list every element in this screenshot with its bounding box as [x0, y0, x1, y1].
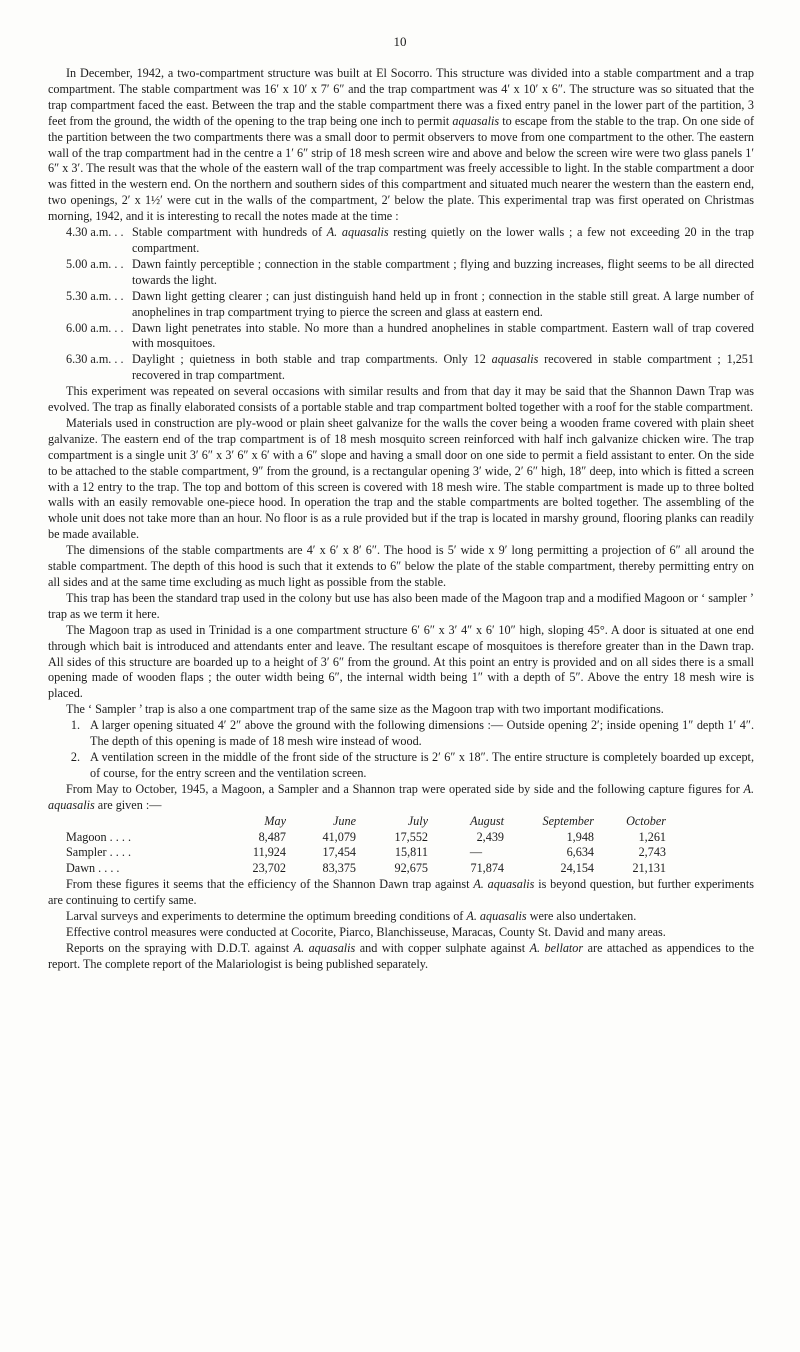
christmas-morning-notes	[48, 225, 754, 384]
note-time: 4.30 a.m. . .	[66, 225, 124, 240]
capture-figures-table	[66, 814, 666, 878]
list-item-text: A larger opening situated 4′ 2″ above the ground with the following dimensions :— Outside opening 2′; inside opening 1″ depth 1′ 4″. The depth of this opening is made of 18 mesh wire instead of wood.	[90, 718, 754, 749]
note-text: Dawn light penetrates into stable. No more than a hundred anophelines in stable compartment. Eastern wall of trap covered with mosquitoes.	[132, 320, 754, 351]
table-header: September	[542, 813, 594, 828]
list-item	[48, 750, 754, 782]
table-header-blank	[66, 814, 216, 830]
table-header: July	[407, 813, 428, 828]
list-item-number: 1.	[70, 718, 80, 733]
table-cell: 17,454	[322, 845, 356, 860]
table-cell: 11,924	[252, 845, 286, 860]
table-header: August	[470, 813, 504, 828]
table-cell: 6,634	[566, 845, 594, 860]
table-header-row	[66, 814, 666, 830]
sampler-modifications-list	[48, 718, 754, 782]
note-row	[48, 257, 754, 289]
table-header: June	[332, 813, 356, 828]
paragraph-efficiency: From these figures it seems that the efficiency of the Shannon Dawn trap against A. aquasalis is beyond question, but further experiments are continuing to certify same.	[48, 877, 754, 908]
list-item	[48, 718, 754, 750]
paragraph-capture-intro: From May to October, 1945, a Magoon, a Sampler and a Shannon trap were operated side by side and the following capture figures for A. aquasalis are given :—	[48, 781, 754, 812]
paragraph-standard-trap: This trap has been the standard trap used in the colony but use has also been made of the Magoon trap and a modified Magoon or ‘ sampler ’ trap as we term it here.	[48, 590, 754, 621]
note-time: 6.00 a.m. . .	[66, 320, 124, 335]
table-cell: —	[469, 845, 483, 860]
paragraph-control-measures: Effective control measures were conducted at Cocorite, Piarco, Blanchisseuse, Maracas, County St. David and many areas.	[66, 924, 666, 939]
note-text: Dawn light getting clearer ; can just distinguish hand held up in front ; connection in the stable still great. A large number of anophelines in trap compartment trying to pierce the screen and glass at eastern end.	[132, 288, 754, 319]
note-row	[48, 352, 754, 384]
table-cell: 1,261	[638, 829, 666, 844]
table-cell: 92,675	[394, 861, 428, 876]
row-label: Sampler . . . .	[66, 845, 131, 860]
table-header: October	[626, 813, 666, 828]
paragraph-sampler-trap: The ‘ Sampler ’ trap is also a one compartment trap of the same size as the Magoon trap with two important modifications.	[66, 702, 664, 717]
note-time: 6.30 a.m. . .	[66, 352, 124, 367]
paragraph-larval-surveys: Larval surveys and experiments to determine the optimum breeding conditions of A. aquasalis were also undertaken.	[66, 909, 637, 924]
table-header: May	[264, 813, 286, 828]
paragraph-reports: Reports on the spraying with D.D.T. against A. aquasalis and with copper sulphate against A. bellator are attached as appendices to the report. The complete report of the Malariologist is being published separately.	[48, 940, 755, 971]
note-time: 5.30 a.m. . .	[66, 288, 124, 303]
table-row	[66, 845, 666, 861]
paragraph-shannon-dawn-trap: This experiment was repeated on several occasions with similar results and from that day it may be said that the Shannon Dawn Trap was evolved. The trap as finally elaborated consists of a portable stable and trap compartment bolted together with a roof for the stable compartment.	[48, 384, 754, 415]
table-row	[66, 861, 666, 877]
paragraph-magoon-trap: The Magoon trap as used in Trinidad is a one compartment structure 6′ 6″ x 3′ 4″ x 6′ 10″ high, sloping 45°. A door is situated at one end through which bait is introduced and attendants enter and leave. The resultant escape of mosquitoes is therefore greater than in the Dawn trap. All sides of this structure are boarded up to a height of 3′ 6″ from the ground. At this point an entry is provided and on all sides there is a small opening made of wooden flaps ; the outer width being 6″, the internal width being 1″ with a depth of 5″. Above the entry 18 mesh wire is placed.	[48, 622, 754, 701]
table-cell: 21,131	[632, 861, 666, 876]
paragraph-el-socorro-structure: In December, 1942, a two-compartment structure was built at El Socorro. This structure was divided into a stable compartment and a trap compartment. The stable compartment was 16′ x 10′ x 7′ 6″ and the trap compartment was 4′ x 10′ x 6″. The structure was so situated that the trap compartment faced the east. Between the trap and the stable compartment there was a fixed entry panel in the lower part of the partition, 3 feet from the ground, the width of the opening to the trap being one inch to permit aquasalis to escape from the stable to the trap. On one side of the partition between the two compartments there was a small door to permit observers to move from one compartment to the other. The eastern wall of the trap compartment had in the centre a 1′ 6″ strip of 18 mesh screen wire and above and below the screen wire were two glass panels 1′ 6″ x 3′. The result was that the whole of the eastern wall of the trap compartment was freely accessible to light. In the stable compartment a door was fitted in the western end. On the northern and southern sides of this compartment and situated much nearer the western than the eastern end, two openings, 2′ x 1½′ were cut in the walls of the compartment, 2′ below the plate. This experimental trap was first operated on Christmas morning, 1942, and it is interesting to recall the notes made at the time :	[48, 66, 755, 224]
note-row	[48, 289, 754, 321]
paragraph-materials: Materials used in construction are ply-wood or plain sheet galvanize for the walls the cover being a wooden frame covered with plain sheet galvanize. The eastern end of the trap compartment is of 18 mesh mosquito screen reinforced with half inch galvanize chicken wire. The trap compartment is a single unit 3′ 6″ x 3′ 6″ x 6′ with a 6″ slope and having a small door on one side to permit a field assistant to enter. On the side to be attached to the stable compartment, 9″ from the ground, is a rectangular opening 3′ wide, 2′ 6″ high, 18″ deep, into which is fitted a screen with a 12 entry to the trap. The top and bottom of this screen is covered with 18 mesh wire. The stable compartment is made up to three bolted walls with an easily removable one-piece hood. In operation the trap and the stable compartments are bolted together. The assembling of the whole unit does not take more than an hour. No floor is as a rule provided but if the trap is located in marshy ground, flooring planks can readily be made available.	[48, 415, 754, 542]
table-cell: 2,439	[476, 829, 504, 844]
table-cell: 23,702	[252, 861, 286, 876]
table-cell: 71,874	[470, 861, 504, 876]
table-cell: 83,375	[322, 861, 356, 876]
note-text: Stable compartment with hundreds of A. aquasalis resting quietly on the lower walls ; a few not exceeding 20 in the trap compartment.	[132, 225, 755, 255]
list-item-text: A ventilation screen in the middle of the front side of the structure is 2′ 6″ x 18″. The entire structure is completely boarded up except, of course, for the entry screen and the ventilation screen.	[90, 749, 754, 780]
table-row	[66, 830, 666, 846]
table-cell: 2,743	[638, 845, 666, 860]
table-cell: 17,552	[394, 829, 428, 844]
note-row	[48, 321, 754, 353]
row-label: Magoon . . . .	[66, 829, 131, 844]
table-cell: 41,079	[322, 829, 356, 844]
table-cell: 15,811	[394, 845, 428, 860]
row-label: Dawn . . . .	[66, 861, 120, 876]
paragraph-dimensions: The dimensions of the stable compartments are 4′ x 6′ x 8′ 6″. The hood is 5′ wide x 9′ long permitting a projection of 6″ all around the stable compartment. The depth of this hood is such that it extends to 6″ below the plate of the stable compartment, thereby permitting entry on all sides and at the same time excluding as much light as possible from the stable.	[48, 543, 754, 589]
note-text: Daylight ; quietness in both stable and trap compartments. Only 12 aquasalis recovered in stable compartment ; 1,251 recovered in trap compartment.	[132, 352, 754, 383]
note-time: 5.00 a.m. . .	[66, 256, 124, 271]
note-row	[48, 225, 754, 257]
table-cell: 8,487	[258, 829, 286, 844]
table-cell: 1,948	[566, 829, 594, 844]
note-text: Dawn faintly perceptible ; connection in the stable compartment ; flying and buzzing increases, flight seems to be all directed towards the light.	[132, 256, 754, 287]
list-item-number: 2.	[70, 749, 80, 764]
table-cell: 24,154	[560, 861, 594, 876]
page-number: 10	[393, 34, 407, 49]
document-body	[48, 66, 754, 973]
